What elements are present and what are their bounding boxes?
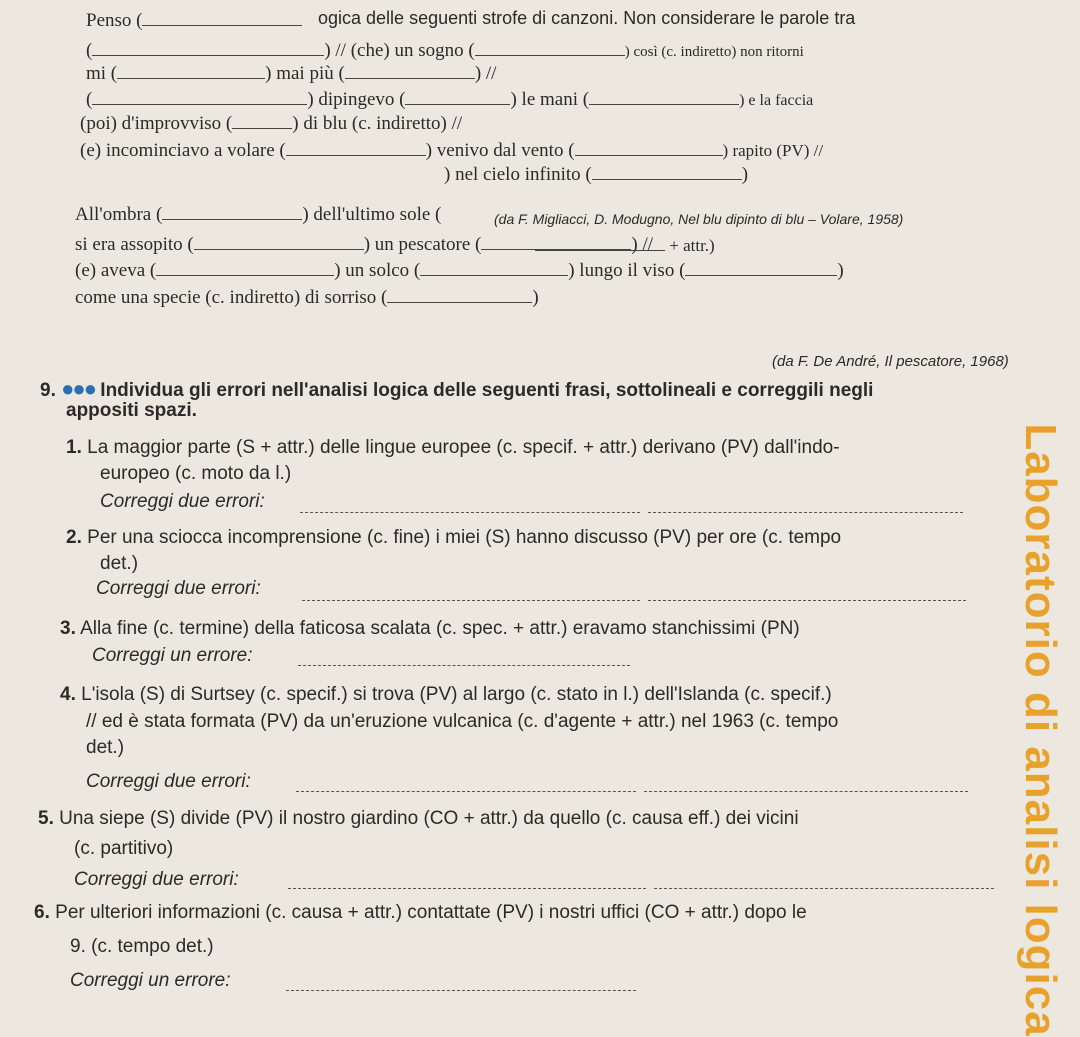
item-4-answer-a[interactable] [296,791,636,792]
sidebar-label: Laboratorio di analisi logica [1016,423,1065,1037]
item-1-line2: europeo (c. moto da l.) [100,463,292,484]
item-6-line1: 6. Per ulteriori informazioni (c. causa + attr.) contattate (PV) i nostri uffici (CO + attr.) dopo le [34,902,807,923]
song2-line3: (e) aveva ( ) un solco ( ) lungo il viso ( ) [75,260,844,281]
item-4-line1: 4. L'isola (S) di Surtsey (c. specif.) si trova (PV) al largo (c. stato in l.) dell'Islanda (c. specif.) [60,684,832,705]
item-5-prompt: Correggi due errori: [74,869,239,890]
item-5-answer-b[interactable] [654,888,994,889]
item-2-answer-a[interactable] [302,600,640,601]
item-2-answer-b[interactable] [648,600,966,601]
item-5-line2: (c. partitivo) [74,838,174,859]
item-4-line2: // ed è stata formata (PV) da un'eruzione vulcanica (c. d'agente + attr.) nel 1963 (c. tempo [86,711,839,732]
item-6-line2: 9. (c. tempo det.) [70,936,214,957]
item-6-answer[interactable] [286,990,636,991]
item-4-answer-b[interactable] [644,791,968,792]
song2-line1-tail: + attr.) [535,236,715,256]
item-3-answer[interactable] [298,665,630,666]
song1-line7: ) nel cielo infinito ( ) [444,164,749,185]
item-3-prompt: Correggi un errore: [92,645,253,666]
item-1-line1: 1. La maggior parte (S + attr.) delle lingue europee (c. specif. + attr.) derivano (PV) dall'indo- [66,437,840,458]
item-1-prompt: Correggi due errori: [100,491,265,512]
song1-line5: (poi) d'improvviso ( ) di blu (c. indiretto) // [80,113,463,134]
song1-line3: mi ( ) mai più ( ) // [86,63,497,84]
item-1-answer-b[interactable] [648,512,963,513]
song2-line2: si era assopito ( ) un pescatore ( ) // [75,234,654,255]
song1-source: (da F. Migliacci, D. Modugno, Nel blu dipinto di blu – Volare, 1958) [494,211,904,227]
item-5-answer-a[interactable] [288,888,646,889]
item-1-answer-a[interactable] [300,512,640,513]
song1-line2: ( ) // (che) un sogno ( ) così (c. indiretto) non ritorni [86,40,804,61]
exercise-title-2: appositi spazi. [66,400,197,421]
song2-line4: come una specie (c. indiretto) di sorriso ( ) [75,287,539,308]
item-2-line1: 2. Per una sciocca incomprensione (c. fine) i miei (S) hanno discusso (PV) per ore (c. tempo [66,527,842,548]
item-3-line1: 3. Alla fine (c. termine) della faticosa scalata (c. spec. + attr.) eravamo stanchissimi (PN) [60,618,800,639]
item-2-prompt: Correggi due errori: [96,578,261,599]
song2-line1: All'ombra ( ) dell'ultimo sole ( [75,204,442,225]
instruction-text: ogica delle seguenti strofe di canzoni. Non considerare le parole tra [318,8,856,28]
item-2-line2: det.) [100,553,139,574]
item-4-prompt: Correggi due errori: [86,771,251,792]
exercise-title: 9. ●●● Individua gli errori nell'analisi logica delle seguenti frasi, sottolineali e correggili negli [40,376,874,401]
song1-line1: Penso ( [86,10,302,32]
song2-source: (da F. De André, Il pescatore, 1968) [772,353,1009,370]
song1-line4: ( ) dipingevo ( ) le mani ( ) e la faccia [86,89,814,110]
item-4-line3: det.) [86,737,125,758]
item-6-prompt: Correggi un errore: [70,970,231,991]
song1-line6: (e) incominciavo a volare ( ) venivo dal vento ( ) rapito (PV) // [80,140,824,161]
item-5-line1: 5. Una siepe (S) divide (PV) il nostro giardino (CO + attr.) da quello (c. causa eff.) dei vicini [38,808,799,829]
